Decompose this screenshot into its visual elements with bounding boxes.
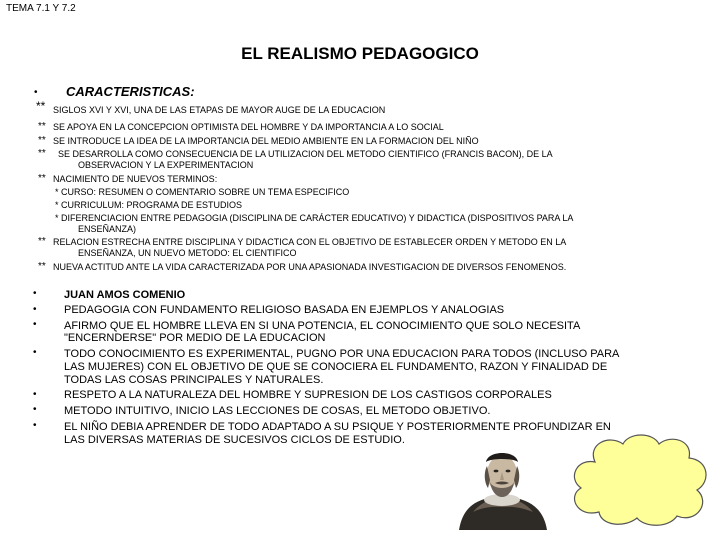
list-bullet: • [33, 420, 37, 431]
list-item-text: LAS DIVERSAS MATERIAS DE SUCESIVOS CICLOS DE ESTUDIO. [64, 434, 405, 446]
list-item-text: RESPETO A LA NATURALEZA DEL HOMBRE Y SUPRESION DE LOS CASTIGOS CORPORALES [64, 389, 552, 401]
list-item-text: AFIRMO QUE EL HOMBRE LLEVA EN SI UNA POTENCIA, EL CONOCIMIENTO QUE SOLO NECESITA [64, 320, 581, 332]
portrait-image [455, 440, 550, 530]
list-item-text: ENSEÑANZA) [78, 224, 137, 234]
list-marker: ** [38, 261, 46, 272]
list-item-text: SIGLOS XVI Y XVI, UNA DE LAS ETAPAS DE MAYOR AUGE DE LA EDUCACION [53, 105, 386, 115]
list-bullet: • [33, 389, 37, 400]
list-marker: ** [38, 173, 46, 184]
characteristics-bullet: • [34, 87, 38, 98]
characteristics-heading: CARACTERISTICAS: [66, 84, 195, 99]
list-item-text: LAS MUJERES) CON EL OBJETIVO DE QUE SE CONOCIERA EL FUNDAMENTO, RAZON Y FINALIDAD DE [64, 361, 608, 373]
list-marker: ** [38, 148, 46, 159]
list-marker: ** [38, 135, 46, 146]
list-item-text: NACIMIENTO DE NUEVOS TERMINOS: [53, 174, 218, 184]
list-item-text: JUAN AMOS COMENIO [64, 289, 186, 301]
list-marker: ** [38, 121, 46, 132]
list-item-text: ENSEÑANZA, UN NUEVO METODO: EL CIENTIFICO [78, 248, 297, 258]
slide-tag: TEMA 7.1 Y 7.2 [6, 3, 76, 14]
list-item-text: SE DESARROLLA COMO CONSECUENCIA DE LA UTILIZACION DEL METODO CIENTIFICO (FRANCIS BACON), DE LA [58, 149, 553, 159]
list-item-text: TODO CONOCIMIENTO ES EXPERIMENTAL, PUGNO POR UNA EDUCACION PARA TODOS (INCLUSO PARA [64, 348, 620, 360]
list-item-text: SE INTRODUCE LA IDEA DE LA IMPORTANCIA DEL MEDIO AMBIENTE EN LA FORMACION DEL NIÑO [53, 136, 479, 146]
list-bullet: • [33, 304, 37, 315]
list-bullet: • [33, 319, 37, 330]
list-item-text: "ENCERNDERSE" POR MEDIO DE LA EDUCACION [64, 332, 326, 344]
list-item-text: METODO INTUITIVO, INICIO LAS LECCIONES DE COSAS, EL METODO OBJETIVO. [64, 405, 491, 417]
cloud-shape [565, 432, 715, 528]
list-item-text: * CURRICULUM: PROGRAMA DE ESTUDIOS [55, 200, 243, 210]
list-bullet: • [33, 288, 37, 299]
list-marker: ** [36, 99, 46, 113]
list-marker: ** [38, 236, 46, 247]
list-item-text: SE APOYA EN LA CONCEPCION OPTIMISTA DEL HOMBRE Y DA IMPORTANCIA A LO SOCIAL [53, 122, 444, 132]
list-item-text: * CURSO: RESUMEN O COMENTARIO SOBRE UN TEMA ESPECIFICO [55, 187, 350, 197]
list-item-text: TODAS LAS COSAS PRINCIPALES Y NATURALES. [64, 374, 324, 386]
slide-title: EL REALISMO PEDAGOGICO [241, 44, 479, 63]
list-item-text: EL NIÑO DEBIA APRENDER DE TODO ADAPTADO A SU PSIQUE Y POSTERIORMENTE PROFUNDIZAR EN [64, 421, 611, 433]
list-item-text: PEDAGOGIA CON FUNDAMENTO RELIGIOSO BASADA EN EJEMPLOS Y ANALOGIAS [64, 304, 505, 316]
list-item-text: * DIFERENCIACION ENTRE PEDAGOGIA (DISCIPLINA DE CARÁCTER EDUCATIVO) Y DIDACTICA (DISPOSITIVOS PARA LA [55, 213, 574, 223]
list-item-text: RELACION ESTRECHA ENTRE DISCIPLINA Y DIDACTICA CON EL OBJETIVO DE ESTABLECER ORDEN Y METODO EN LA [53, 237, 567, 247]
cloud-path [574, 435, 706, 525]
list-bullet: • [33, 347, 37, 358]
list-bullet: • [33, 404, 37, 415]
list-item-text: NUEVA ACTITUD ANTE LA VIDA CARACTERIZADA POR UNA APASIONADA INVESTIGACION DE DIVERSOS FENOMENOS. [53, 262, 567, 272]
list-item-text: OBSERVACION Y LA EXPERIMENTACION [78, 160, 254, 170]
